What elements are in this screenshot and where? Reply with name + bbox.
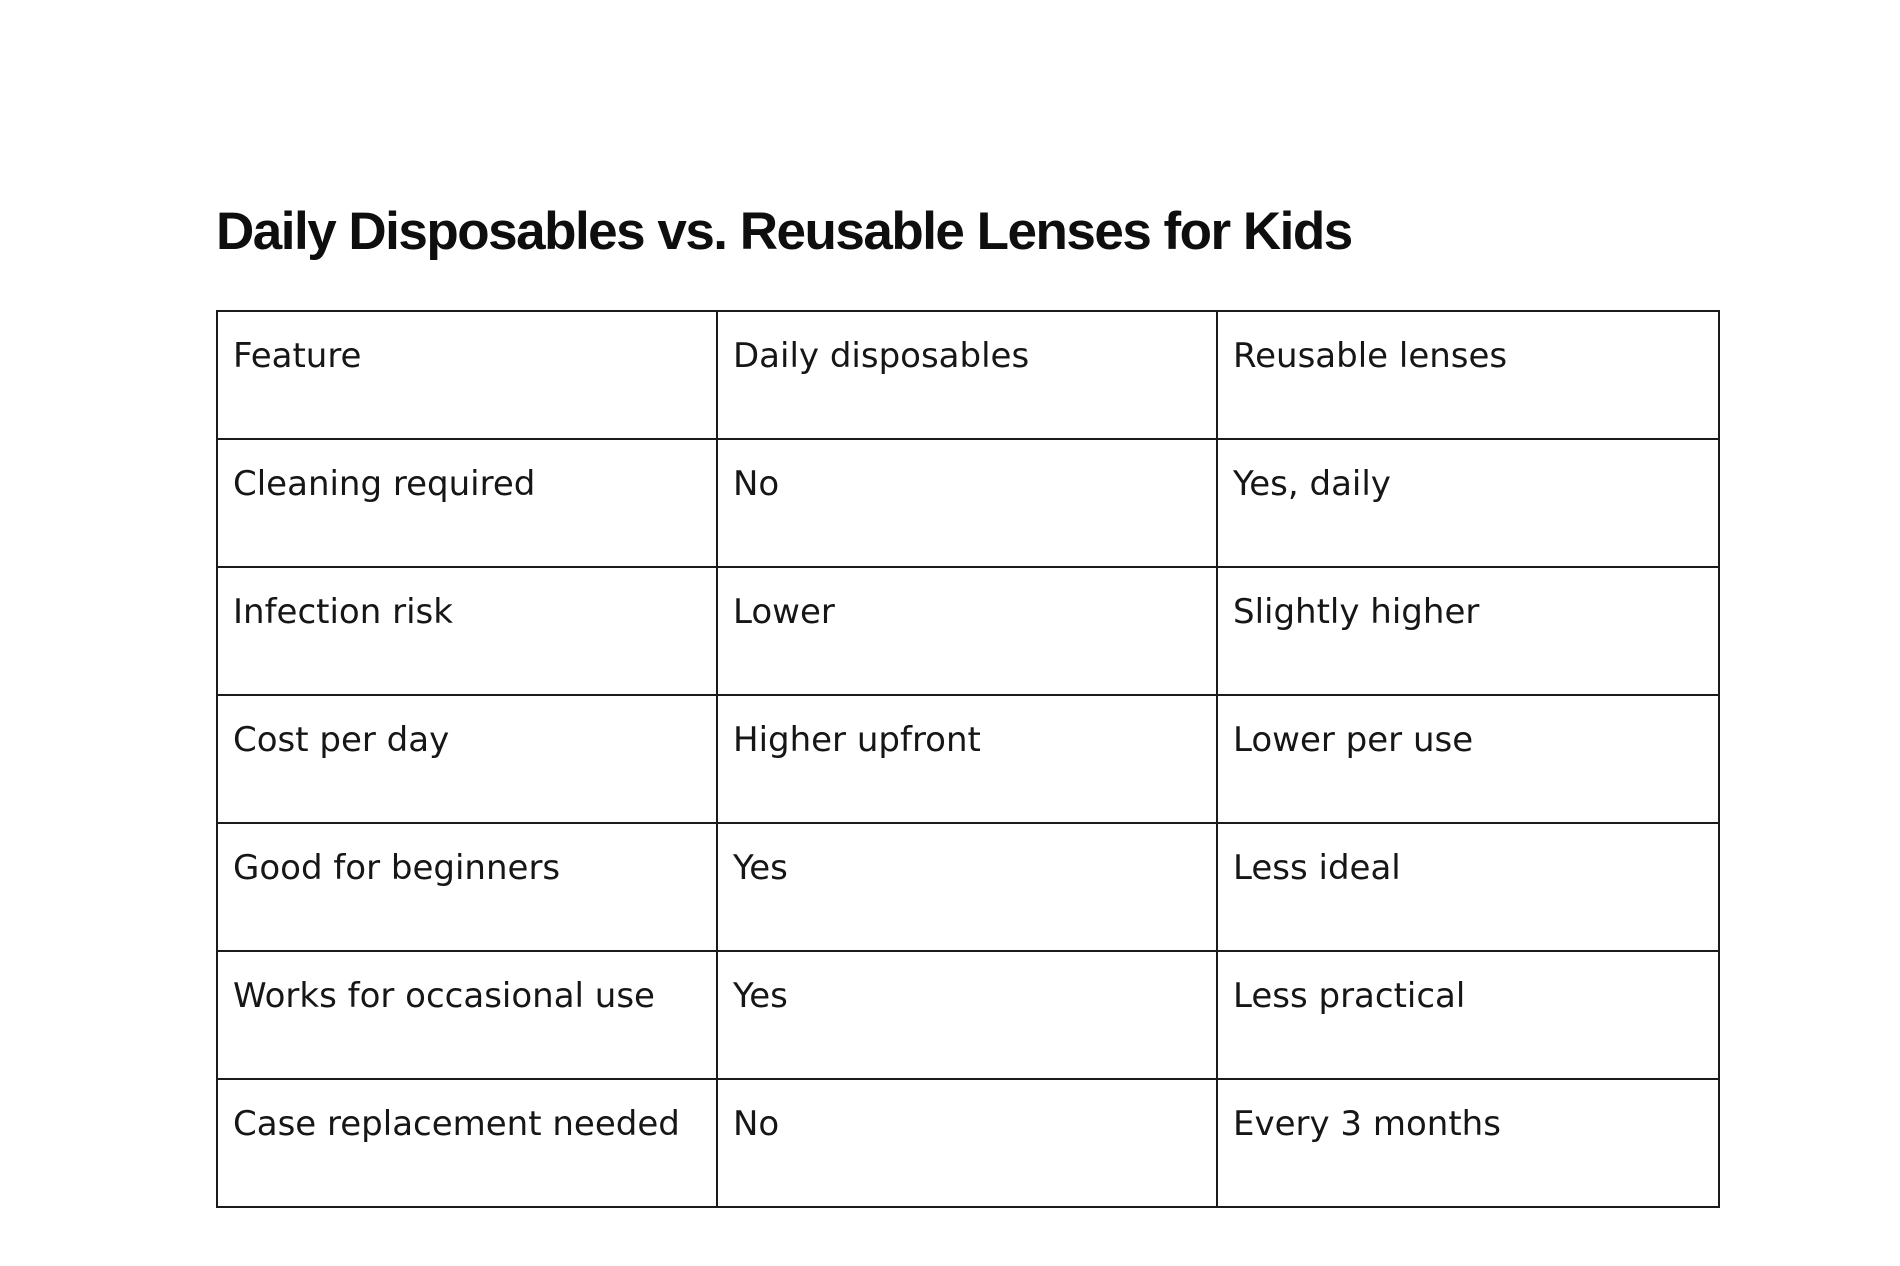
table-cell	[717, 951, 1217, 1079]
cell-text: Cost per day	[233, 720, 450, 760]
comparison-table	[216, 310, 1720, 1208]
table-cell	[717, 695, 1217, 823]
table-cell	[217, 439, 717, 567]
table-cell	[1217, 951, 1719, 1079]
table-row	[217, 823, 1719, 951]
table-cell	[217, 1079, 717, 1207]
table-cell	[717, 567, 1217, 695]
cell-text: Less practical	[1233, 976, 1466, 1016]
cell-text: Less ideal	[1233, 848, 1401, 888]
header-cell	[217, 311, 717, 439]
table-row	[217, 951, 1719, 1079]
table-cell	[717, 823, 1217, 951]
cell-text: Yes	[733, 976, 788, 1016]
header-feature: Feature	[233, 336, 362, 376]
page-title: Daily Disposables vs. Reusable Lenses for Kids	[216, 202, 1352, 261]
table-cell	[217, 951, 717, 1079]
table-row	[217, 567, 1719, 695]
table-cell	[1217, 1079, 1719, 1207]
cell-text: Yes	[733, 848, 788, 888]
table-cell	[217, 695, 717, 823]
table-cell	[1217, 439, 1719, 567]
table-cell	[717, 1079, 1217, 1207]
cell-text: Slightly higher	[1233, 592, 1480, 632]
cell-text: Higher upfront	[733, 720, 981, 760]
cell-text: Yes, daily	[1233, 464, 1391, 504]
cell-text: Lower per use	[1233, 720, 1474, 760]
table-header-row	[217, 311, 1719, 439]
table-cell	[717, 439, 1217, 567]
cell-text: Infection risk	[233, 592, 453, 632]
header-daily-disposables: Daily disposables	[733, 336, 1030, 376]
cell-text: Cleaning required	[233, 464, 536, 504]
cell-text: No	[733, 464, 780, 504]
table-cell	[1217, 823, 1719, 951]
cell-text: Works for occasional use	[233, 976, 655, 1016]
table-row	[217, 1079, 1719, 1207]
table-row	[217, 695, 1719, 823]
table-cell	[217, 567, 717, 695]
table-cell	[1217, 695, 1719, 823]
document	[216, 196, 1718, 1144]
table-row	[217, 439, 1719, 567]
header-cell	[717, 311, 1217, 439]
cell-text: Lower	[733, 592, 835, 632]
cell-text: Case replacement needed	[233, 1104, 680, 1144]
table-cell	[217, 823, 717, 951]
cell-text: Good for beginners	[233, 848, 561, 888]
header-cell	[1217, 311, 1719, 439]
cell-text: Every 3 months	[1233, 1104, 1501, 1144]
cell-text: No	[733, 1104, 780, 1144]
table-cell	[1217, 567, 1719, 695]
header-reusable-lenses: Reusable lenses	[1233, 336, 1508, 376]
